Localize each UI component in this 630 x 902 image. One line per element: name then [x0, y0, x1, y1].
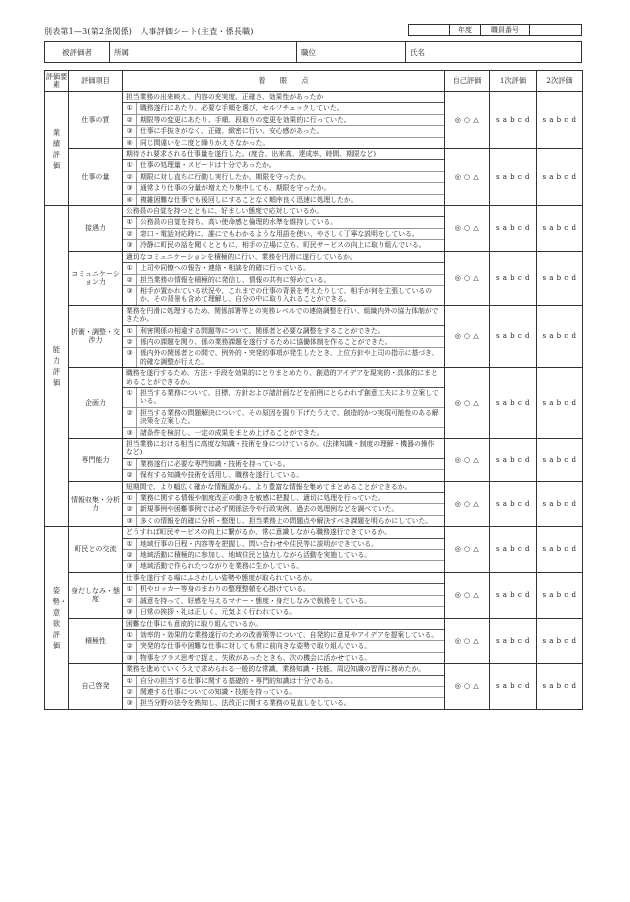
- points-cell: [123, 439, 445, 482]
- evaluation-row: [45, 527, 583, 573]
- point-row: [123, 470, 444, 480]
- points-intro: 困難な仕事にも意欲的に取り組んでいるか。: [123, 619, 444, 630]
- points-intro: 職務を遂行するため、方法・手段を効果的にとりまとめたり、創造的アイデアを現実的・具体的にまとめることができるか。: [123, 368, 444, 388]
- second-evaluation[interactable]: s a b c d: [537, 481, 583, 527]
- first-evaluation[interactable]: s a b c d: [490, 368, 537, 439]
- point-text: 保有する知識や技術を活用し、職務を遂行している。: [140, 471, 304, 480]
- point-row: [123, 561, 444, 571]
- point-row: [123, 596, 444, 607]
- points-intro: 担当業務の出来映え、内容の充実度、正確さ、効果性があったか: [123, 92, 444, 103]
- second-evaluation[interactable]: s a b c d: [537, 305, 583, 367]
- self-evaluation[interactable]: ◎ ○ △: [445, 618, 490, 664]
- dept-label: 所属: [114, 47, 129, 57]
- point-row: [123, 676, 444, 687]
- point-text: 上司や同僚への報告・連絡・相談を的確に行っている。: [140, 264, 310, 273]
- point-number: ②: [123, 115, 137, 125]
- point-number: ②: [123, 596, 137, 606]
- point-row: [123, 103, 444, 114]
- item-name: 町民との交流: [69, 527, 123, 573]
- point-text: 担当する業務の問題解決について、その原因を掘り下げたうえで、創造的かつ実現可能性のある解決策を立案した。: [140, 408, 439, 426]
- second-evaluation[interactable]: s a b c d: [537, 251, 583, 305]
- points-intro: どうすれば町民サービスの向上に繋がるか、常に意識しながら職務遂行できているか。: [123, 527, 444, 538]
- points-intro: 担当業務における相当に高度な知識・技術を身につけているか。(法律知識・制度の理解・機器の操作など): [123, 439, 444, 459]
- second-evaluation[interactable]: s a b c d: [537, 618, 583, 664]
- point-row: [123, 275, 444, 286]
- points-cell: [123, 206, 445, 252]
- point-number: ③: [123, 607, 137, 617]
- point-text: 仕事の処理量・スピードは十分であったか。: [140, 161, 276, 170]
- point-number: ①: [123, 217, 137, 227]
- item-name: 身だしなみ・態度: [69, 572, 123, 618]
- point-text: 誠意を持って、好感を与えるマナー・態度・身だしなみで執務をしている。: [140, 596, 371, 605]
- point-number: ④: [123, 195, 137, 205]
- point-text: 複雑困難な仕事でも後回しにすることなく順序良く迅速に処理したか。: [140, 195, 358, 204]
- point-text: 地域活動で作られたつながりを業務に生かしている。: [140, 562, 304, 571]
- point-number: ③: [123, 348, 137, 367]
- point-row: [123, 229, 444, 240]
- point-number: ②: [123, 229, 137, 239]
- point-number: ③: [123, 561, 137, 571]
- staff-no-label: 職員番号: [481, 25, 530, 36]
- points-intro: 仕事を遂行する場にふさわしい姿勢や態度が取られているか。: [123, 573, 444, 584]
- point-text: 自分の担当する仕事に関する基礎的・専門的知識は十分である。: [140, 676, 338, 685]
- point-row: [123, 653, 444, 663]
- point-number: ③: [123, 516, 137, 526]
- point-number: ②: [123, 172, 137, 182]
- point-row: [123, 138, 444, 148]
- second-evaluation[interactable]: s a b c d: [537, 572, 583, 618]
- point-number: ①: [123, 160, 137, 170]
- second-evaluation[interactable]: s a b c d: [537, 368, 583, 439]
- evaluation-row: [45, 92, 583, 149]
- point-text: 突発的な仕事や困難な仕事に対しても常に前向きな姿勢で取り組んでいる。: [140, 642, 372, 651]
- first-evaluation[interactable]: s a b c d: [490, 149, 537, 206]
- evaluation-row: [45, 664, 583, 710]
- form-header-label: 別表第1—3(第2条関係) 人事評価シート(主査・係長職): [44, 27, 254, 36]
- points-cell: [123, 149, 445, 206]
- point-number: ③: [123, 653, 137, 663]
- point-number: ①: [123, 630, 137, 640]
- first-evaluation[interactable]: s a b c d: [490, 305, 537, 367]
- second-evaluation[interactable]: s a b c d: [537, 439, 583, 482]
- point-row: [123, 539, 444, 550]
- point-text: 諸条件を検討し、一定の成果をまとめ上げることができた。: [140, 428, 324, 437]
- item-name: 折衝・調整・交渉力: [69, 305, 123, 367]
- point-row: [123, 195, 444, 205]
- point-text: 業務に関する情報や制度改正の動きを敏感に把握し、適切に処理を行っていた。: [140, 494, 385, 503]
- year-staff-table: [408, 24, 582, 36]
- self-evaluation[interactable]: ◎ ○ △: [445, 149, 490, 206]
- point-text: 期限等の変更にあたり、手順、段取りの変更を効果的に行っていた。: [140, 115, 351, 124]
- dept-field[interactable]: [110, 42, 297, 63]
- evaluatee-info-table: [44, 41, 582, 63]
- points-cell: [123, 618, 445, 664]
- first-evaluation[interactable]: s a b c d: [490, 206, 537, 252]
- point-row: [123, 172, 444, 183]
- point-text: 窓口・電話対応時に、誰にでもわかるような用語を使い、やさしく丁寧な説明をしている。: [140, 229, 419, 238]
- item-name: 専門能力: [69, 439, 123, 482]
- point-number: ③: [123, 183, 137, 193]
- col-points: 着 眼 点: [123, 71, 445, 92]
- points-cell: [123, 527, 445, 573]
- self-evaluation[interactable]: ◎ ○ △: [445, 305, 490, 367]
- point-number: ①: [123, 676, 137, 686]
- item-name: コミュニケーション力: [69, 251, 123, 305]
- first-evaluation[interactable]: s a b c d: [490, 618, 537, 664]
- category-label: 能力評価: [52, 345, 61, 388]
- item-name: 積極性: [69, 618, 123, 664]
- points-intro: 業務を進めていくうえで求められる一般的な常識、業務知識・技能、周辺知識の習得に務めたか。: [123, 664, 444, 675]
- points-cell: [123, 305, 445, 367]
- points-cell: [123, 92, 445, 149]
- points-intro: 公務員の自覚を持つとともに、好ましい態度で応対しているか。: [123, 206, 444, 217]
- point-row: [123, 516, 444, 526]
- point-row: [123, 408, 444, 428]
- self-evaluation[interactable]: ◎ ○ △: [445, 527, 490, 573]
- col-first: 1次評価: [490, 71, 537, 92]
- self-evaluation[interactable]: ◎ ○ △: [445, 368, 490, 439]
- points-cell: [123, 664, 445, 710]
- evaluation-row: [45, 439, 583, 482]
- point-row: [123, 687, 444, 698]
- point-number: ③: [123, 126, 137, 136]
- point-text: 担当分野の法令を熟知し、法改正に関する業務の見直しをしている。: [140, 699, 351, 708]
- point-text: 公務員の自覚を持ち、高い使命感と倫理的水準を維持している。: [140, 218, 338, 227]
- evaluation-row: [45, 618, 583, 664]
- point-row: [123, 459, 444, 470]
- self-evaluation[interactable]: ◎ ○ △: [445, 251, 490, 305]
- point-row: [123, 698, 444, 708]
- evaluation-row: [45, 206, 583, 252]
- item-name: 接遇力: [69, 206, 123, 252]
- first-evaluation[interactable]: s a b c d: [490, 251, 537, 305]
- point-row: [123, 348, 444, 367]
- second-evaluation[interactable]: s a b c d: [537, 92, 583, 149]
- evaluation-row: [45, 368, 583, 439]
- point-text: 関連する仕事についての知識・技能を持っている。: [140, 687, 297, 696]
- point-row: [123, 286, 444, 305]
- point-text: 係内の課題を関り、係の業務課題を遂行するために協働体制を作ることができた。: [140, 337, 392, 346]
- point-number: ④: [123, 138, 137, 148]
- point-row: [123, 183, 444, 194]
- item-name: 情報収集・分析力: [69, 481, 123, 527]
- name-label: 氏名: [410, 47, 425, 57]
- point-row: [123, 115, 444, 126]
- point-number: ②: [123, 275, 137, 285]
- evaluation-row: [45, 481, 583, 527]
- evaluation-row: [45, 572, 583, 618]
- first-evaluation[interactable]: s a b c d: [490, 439, 537, 482]
- point-number: ③: [123, 286, 137, 305]
- point-text: 係内外の関係者との間で、例外的・突発的事項が発生したとき、上位方針や上司の指示に基づき、的確な調整が行えた。: [140, 349, 439, 366]
- point-row: [123, 126, 444, 137]
- point-number: ①: [123, 493, 137, 503]
- second-evaluation[interactable]: s a b c d: [537, 206, 583, 252]
- staff-no-value[interactable]: [530, 25, 582, 36]
- point-number: ②: [123, 337, 137, 347]
- point-number: ③: [123, 240, 137, 250]
- point-text: 担当業務の情報を積極的に発信し、情報の共有に努めている。: [140, 275, 331, 284]
- column-header-row: [45, 71, 583, 92]
- point-row: [123, 493, 444, 504]
- point-number: ②: [123, 550, 137, 560]
- point-row: [123, 326, 444, 337]
- point-text: 多くの情報を的確に分析・整理し、担当業務上の問題点や解決すべき課題を明らかにしていた。: [140, 516, 433, 525]
- point-row: [123, 217, 444, 228]
- point-text: 地域行事の日程・内容等を把握し、問い合わせや住民等に説明ができている。: [140, 539, 378, 548]
- point-row: [123, 337, 444, 348]
- point-number: ①: [123, 388, 137, 407]
- point-row: [123, 263, 444, 274]
- point-text: 利害関係の相違する問題等について、関係者と必要な調整をすることができた。: [140, 326, 385, 335]
- category-cell: [45, 206, 69, 527]
- col-self: 自己評価: [445, 71, 490, 92]
- position-label: 職位: [301, 47, 316, 57]
- point-number: ③: [123, 698, 137, 708]
- point-text: 効率的・効果的な業務遂行のための改善策等について、自発的に意見やアイデアを提案している。: [140, 630, 439, 639]
- point-row: [123, 160, 444, 171]
- point-text: 仕事に手抜きがなく、正確、緻密に行い、安心感があった。: [140, 127, 324, 136]
- first-evaluation[interactable]: s a b c d: [490, 572, 537, 618]
- point-number: ②: [123, 687, 137, 697]
- points-cell: [123, 481, 445, 527]
- point-row: [123, 504, 444, 515]
- evaluation-table: [44, 70, 583, 710]
- self-evaluation[interactable]: ◎ ○ △: [445, 481, 490, 527]
- col-category: 評価要素: [45, 71, 69, 92]
- point-number: ①: [123, 539, 137, 549]
- evaluation-row: [45, 149, 583, 206]
- first-evaluation[interactable]: s a b c d: [490, 664, 537, 710]
- self-evaluation[interactable]: ◎ ○ △: [445, 92, 490, 149]
- point-number: ①: [123, 584, 137, 594]
- point-text: 新規事例や困難事例では必ず関係法令や行政実例、過去の処理例などを調べていた。: [140, 505, 399, 514]
- item-name: 仕事の量: [69, 149, 123, 206]
- category-label: 姿勢・意欲評価: [52, 586, 67, 650]
- point-text: 机やロッカー等身のまわりの整理整頓を心掛けている。: [140, 585, 310, 594]
- col-second: 2次評価: [537, 71, 583, 92]
- point-row: [123, 240, 444, 250]
- point-row: [123, 388, 444, 408]
- point-text: 日常の挨拶・礼は正しく、元気よく行われている。: [140, 608, 297, 617]
- first-evaluation[interactable]: s a b c d: [490, 527, 537, 573]
- points-cell: [123, 368, 445, 439]
- evaluation-row: [45, 251, 583, 305]
- point-row: [123, 584, 444, 595]
- points-cell: [123, 251, 445, 305]
- name-field[interactable]: [406, 42, 582, 63]
- point-text: 業務遂行に必要な専門知識・技術を持っている。: [140, 459, 290, 468]
- points-intro: 期待され要求される仕事量を遂行した。(度合、出来高、達成率、時間、期限など): [123, 149, 444, 160]
- point-text: 物事をプラス思考で捉え、失敗があったときも、次の機会に活かせている。: [140, 653, 372, 662]
- category-cell: [45, 527, 69, 710]
- point-row: [123, 607, 444, 617]
- year-value[interactable]: [409, 25, 450, 36]
- point-number: ①: [123, 103, 137, 113]
- point-number: ①: [123, 459, 137, 469]
- point-text: 期限に対し直ちに行動し実行したか、期限を守ったか。: [140, 172, 310, 181]
- first-evaluation[interactable]: s a b c d: [490, 92, 537, 149]
- point-number: ③: [123, 428, 137, 438]
- item-name: 企画力: [69, 368, 123, 439]
- point-text: 冷静に町民の話を聞くとともに、相手の立場に立ち、町民サービスの向上に取り組んでいる。: [140, 241, 426, 250]
- point-number: ②: [123, 470, 137, 480]
- second-evaluation[interactable]: s a b c d: [537, 149, 583, 206]
- second-evaluation[interactable]: s a b c d: [537, 527, 583, 573]
- point-text: 相手が置かれている状況や、これまでの仕事の背景を考えたりして、相手が何を主張しているのか、その背景も含めて理解し、自分の中に取り入れることができる。: [140, 286, 432, 304]
- point-text: 職務遂行にあたり、必要な手順を選び、セルフチェックしていた。: [140, 104, 344, 113]
- points-intro: 業務を円滑に処理するため、関係部署等との実務レベルでの連絡調整を行い、組織内外の協力体制ができたか。: [123, 306, 444, 326]
- self-evaluation[interactable]: ◎ ○ △: [445, 439, 490, 482]
- points-cell: [123, 572, 445, 618]
- points-intro: 適切なコミュニケーションを積極的に行い、業務を円滑に遂行しているか。: [123, 252, 444, 263]
- points-intro: 短期間で、より幅広く確かな情報源から、より豊富な情報を集めてまとめることができるか。: [123, 482, 444, 493]
- point-text: 同じ間違いを二度と繰りかえさなかった。: [140, 138, 270, 147]
- point-number: ②: [123, 641, 137, 651]
- point-row: [123, 550, 444, 561]
- point-text: 担当する業務について、目標、方針および諸計画などを前例にとらわれず創意工夫により立案している。: [140, 388, 439, 406]
- category-label: 業績評価: [52, 127, 61, 170]
- category-cell: [45, 92, 69, 206]
- self-evaluation[interactable]: ◎ ○ △: [445, 664, 490, 710]
- point-number: ②: [123, 504, 137, 514]
- position-field[interactable]: [297, 42, 406, 63]
- item-name: 自己啓発: [69, 664, 123, 710]
- point-number: ①: [123, 263, 137, 273]
- evaluatee-label: 被評価者: [45, 42, 110, 63]
- evaluation-row: [45, 305, 583, 367]
- item-name: 仕事の質: [69, 92, 123, 149]
- second-evaluation[interactable]: s a b c d: [537, 664, 583, 710]
- col-item: 評価項目: [69, 71, 123, 92]
- point-number: ①: [123, 326, 137, 336]
- point-row: [123, 641, 444, 652]
- self-evaluation[interactable]: ◎ ○ △: [445, 572, 490, 618]
- point-row: [123, 630, 444, 641]
- first-evaluation[interactable]: s a b c d: [490, 481, 537, 527]
- year-label: 年度: [450, 25, 481, 36]
- self-evaluation[interactable]: ◎ ○ △: [445, 206, 490, 252]
- point-text: 地域活動に積極的に参加し、地域住民と協力しながら活動を実施している。: [140, 551, 372, 560]
- point-text: 通常より仕事の分量が増えたり集中しても、期限を守ったか。: [140, 184, 331, 193]
- point-number: ②: [123, 408, 137, 427]
- point-row: [123, 428, 444, 438]
